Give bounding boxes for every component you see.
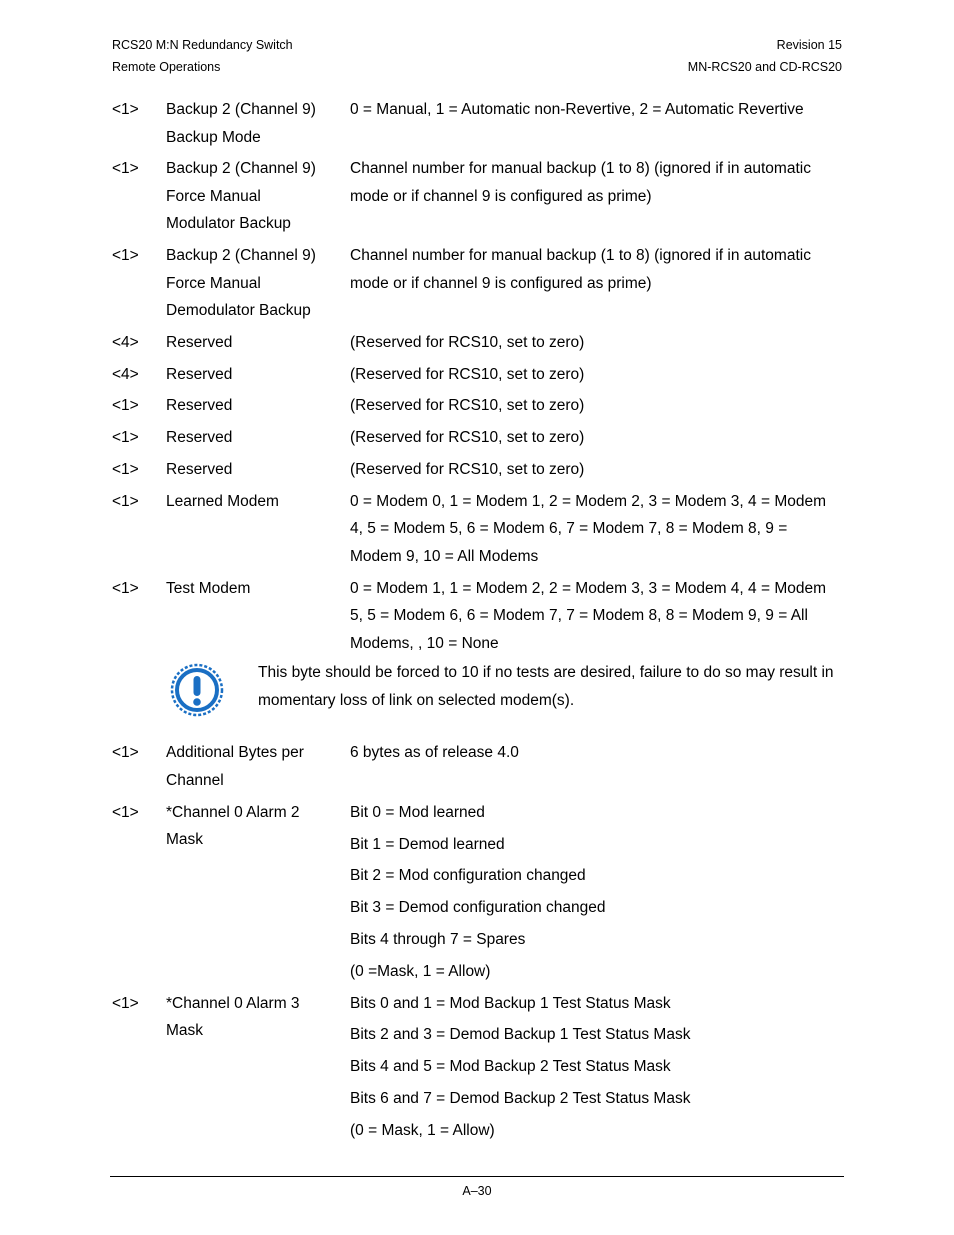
field-description (350, 575, 842, 658)
description-line: (Reserved for RCS10, set to zero) (350, 397, 585, 415)
table-row (112, 329, 842, 357)
field-description (350, 456, 842, 484)
field-name (166, 456, 336, 484)
section-title: Remote Operations (112, 60, 221, 74)
table-row (112, 739, 842, 794)
field-name-line: Learned Modem (166, 492, 279, 510)
footer-divider (110, 1176, 844, 1177)
description-line: 0 = Manual, 1 = Automatic non-Revertive, 2 = Automatic Revertive (350, 101, 804, 118)
field-name-line: Reserved (166, 461, 233, 479)
description-line: (0 =Mask, 1 = Allow) (350, 962, 491, 980)
field-name-line: Backup 2 (Channel 9) (166, 247, 316, 265)
description-line: Bits 4 through 7 = Spares (350, 930, 526, 948)
byte-size: <1> (112, 429, 139, 447)
field-name (166, 361, 336, 389)
field-description (350, 739, 842, 767)
field-name-line: Additional Bytes per (166, 744, 304, 762)
field-name-line: Test Modem (166, 579, 251, 597)
field-name (166, 392, 336, 420)
description-line: (Reserved for RCS10, set to zero) (350, 365, 585, 383)
field-name (166, 96, 336, 151)
field-name-line: Demodulator Backup (166, 302, 311, 320)
header-left (112, 34, 293, 78)
description-line: (Reserved for RCS10, set to zero) (350, 429, 585, 447)
byte-size: <1> (112, 994, 139, 1012)
byte-size: <1> (112, 744, 139, 762)
byte-size: <1> (112, 247, 139, 265)
byte-size: <1> (112, 160, 139, 178)
field-name (166, 155, 336, 238)
field-name (166, 488, 336, 516)
table-row (112, 242, 842, 325)
byte-size: <1> (112, 492, 139, 510)
description-line: Bits 6 and 7 = Demod Backup 2 Test Status Mask (350, 1089, 691, 1107)
table-row (112, 155, 842, 238)
description-line: Bit 0 = Mod learned (350, 803, 485, 821)
description-line: Channel number for manual backup (1 to 8) (ignored if in automatic mode or if channel 9 is configured as prime) (350, 247, 811, 292)
document-number: MN-RCS20 and CD-RCS20 (687, 60, 842, 74)
description-line: 6 bytes as of release 4.0 (350, 744, 519, 762)
field-name-line: *Channel 0 Alarm 2 (166, 803, 300, 821)
field-name-line: Backup 2 (Channel 9) (166, 160, 316, 178)
field-name-line: Backup 2 (Channel 9) (166, 101, 316, 118)
table-row (112, 424, 842, 452)
document-title: RCS20 M:N Redundancy Switch (112, 38, 293, 52)
description-line: (0 = Mask, 1 = Allow) (350, 1121, 495, 1139)
exclamation-circle-icon (170, 663, 224, 717)
field-name (166, 329, 336, 357)
description-line: 0 = Modem 1, 1 = Modem 2, 2 = Modem 3, 3 = Modem 4, 4 = Modem 5, 5 = Modem 6, 6 = Modem 7, 7 = Modem 8, 8 = Modem 9, 9 = All Modems, , 10 = None (350, 579, 827, 652)
byte-table-rows-bottom (112, 739, 842, 1144)
byte-size: <1> (112, 461, 139, 479)
field-name (166, 424, 336, 452)
table-row (112, 392, 842, 420)
field-name (166, 799, 336, 854)
description-line: (Reserved for RCS10, set to zero) (350, 333, 585, 351)
description-line: Bit 1 = Demod learned (350, 835, 505, 853)
byte-size: <1> (112, 579, 139, 597)
table-row (112, 799, 842, 985)
page-number: A–30 (462, 1184, 492, 1198)
field-name (166, 990, 336, 1045)
field-description (350, 96, 842, 124)
description-line: Bits 2 and 3 = Demod Backup 1 Test Status Mask (350, 1026, 691, 1044)
byte-size: <4> (112, 333, 139, 351)
description-line: Channel number for manual backup (1 to 8) (ignored if in automatic mode or if channel 9 is configured as prime) (350, 160, 811, 205)
field-description (350, 424, 842, 452)
field-name (166, 575, 336, 603)
byte-table-rows-top (112, 96, 842, 657)
byte-size: <1> (112, 397, 139, 415)
field-description (350, 392, 842, 420)
description-line: 0 = Modem 0, 1 = Modem 1, 2 = Modem 2, 3 = Modem 3, 4 = Modem 4, 5 = Modem 5, 6 = Modem 6, 7 = Modem 7, 8 = Modem 8, 9 = Modem 9, 10 = All Modems (350, 492, 827, 565)
note-text: This byte should be forced to 10 if no tests are desired, failure to do so may result in momentary loss of link on selected modem(s). (258, 664, 834, 709)
field-name-line: Mask (166, 831, 204, 849)
description-line: Bits 4 and 5 = Mod Backup 2 Test Status Mask (350, 1058, 671, 1076)
revision-label: Revision 15 (776, 38, 842, 52)
field-name-line: Reserved (166, 365, 233, 383)
field-name-line: *Channel 0 Alarm 3 (166, 994, 300, 1012)
field-description (350, 361, 842, 389)
description-line: Bit 2 = Mod configuration changed (350, 867, 586, 885)
field-name-line: Backup Mode (166, 128, 261, 146)
byte-size: <4> (112, 365, 139, 383)
field-description (350, 155, 842, 210)
field-description (350, 488, 842, 571)
note-box (112, 661, 842, 731)
table-row (112, 575, 842, 658)
table-row (112, 96, 842, 151)
description-line: Bit 3 = Demod configuration changed (350, 899, 606, 917)
byte-size: <1> (112, 803, 139, 821)
header-right (688, 34, 842, 78)
field-name-line: Modulator Backup (166, 215, 291, 233)
description-line: (Reserved for RCS10, set to zero) (350, 461, 585, 479)
field-name-line: Channel (166, 771, 224, 789)
byte-size: <1> (112, 101, 139, 118)
field-description (350, 329, 842, 357)
field-name-line: Force Manual (166, 187, 261, 205)
table-row (112, 990, 842, 1145)
description-line: Bits 0 and 1 = Mod Backup 1 Test Status Mask (350, 994, 671, 1012)
table-row (112, 488, 842, 571)
field-name-line: Mask (166, 1022, 204, 1040)
field-name-line: Reserved (166, 397, 233, 415)
byte-table (112, 96, 842, 1149)
table-row (112, 361, 842, 389)
field-description (350, 990, 842, 1145)
field-name-line: Reserved (166, 333, 233, 351)
field-name-line: Reserved (166, 429, 233, 447)
field-description (350, 242, 842, 297)
field-name-line: Force Manual (166, 274, 261, 292)
field-name (166, 242, 336, 325)
table-row (112, 456, 842, 484)
field-description (350, 799, 842, 985)
field-name (166, 739, 336, 794)
